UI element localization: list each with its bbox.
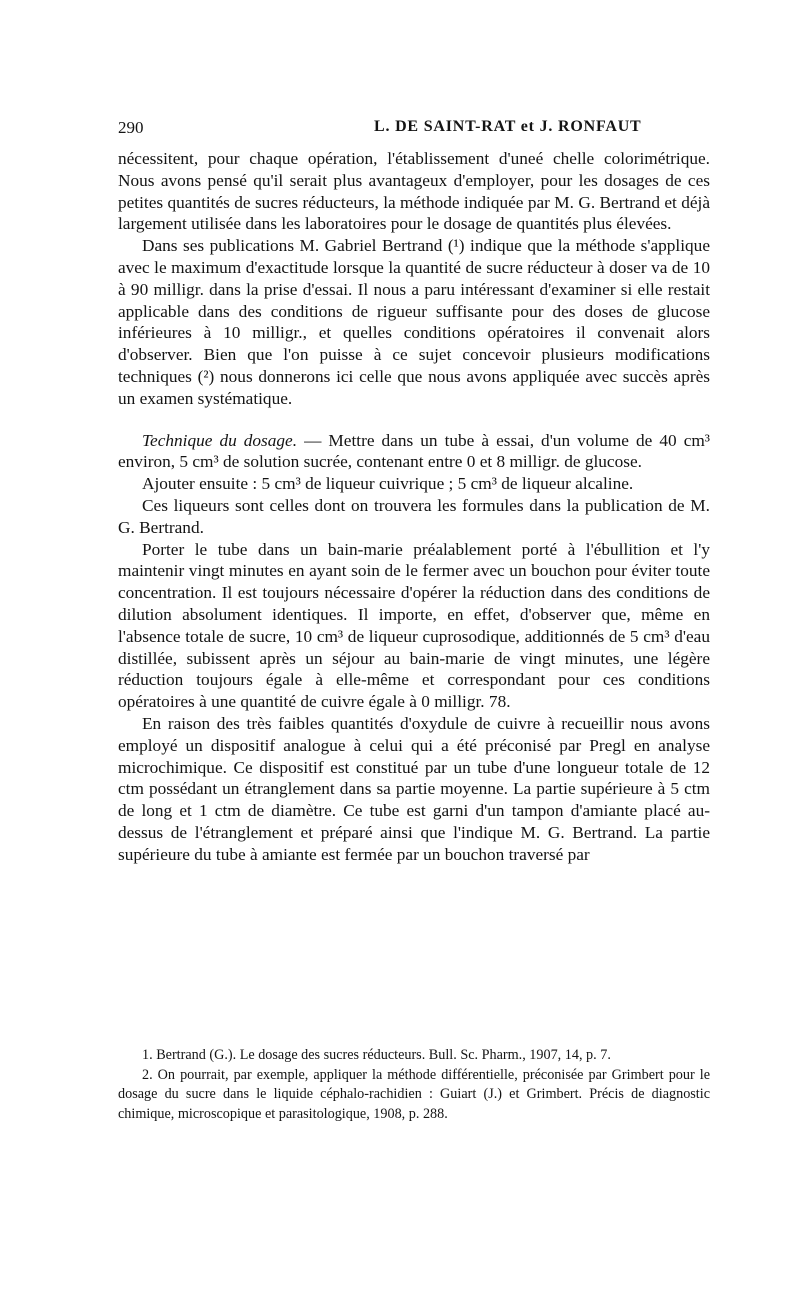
paragraph-5: Ces liqueurs sont celles dont on trouvera les formules dans la publication de M. G. Bertrand. [118,495,710,537]
technique-text: — Mettre dans un tube à essai, d'un volume de 40 cm³ environ, 5 cm³ de solution sucrée, contenant entre 0 et 8 milligr. de glucose. [118,430,710,472]
footnote-2: 2. On pourrait, par exemple, appliquer la méthode différentielle, préconisée par Grimbert pour le dosage du sucre dans le liquide céphalo-rachidien : Guiart (J.) et Grimbert. Précis de diagnostic chimique, microscopique et parasitologique, 1908, p. 288. [118,1066,710,1122]
paragraph-7: En raison des très faibles quantités d'oxydule de cuivre à recueillir nous avons employé un dispositif analogue à celui qui a été préconisé par Pregl en analyse microchimique. Ce dispositif est constitué par un tube d'une longueur totale de 12 ctm possédant un étranglement dans sa partie moyenne. La partie supérieure à 5 ctm de long et 1 ctm de diamètre. Ce tube est garni d'un tampon d'amiante placé au-dessus de l'étranglement et préparé ainsi que l'indique M. G. Bertrand. La partie supérieure du tube à amiante est fermée par un bouchon traversé par [118,713,710,864]
paragraph-gap [118,410,710,430]
page-number: 290 [118,118,144,137]
body-text [118,148,710,866]
footnote-1: 1. Bertrand (G.). Le dosage des sucres réducteurs. Bull. Sc. Pharm., 1907, 14, p. 7. [142,1047,611,1063]
page-header [118,118,710,142]
paragraph-2: Dans ses publications M. Gabriel Bertrand (¹) indique que la méthode s'applique avec le maximum d'exactitude lorsque la quantité de sucre réducteur à doser va de 10 à 90 milligr. dans la prise d'essai. Il nous a paru intéressant d'examiner si elle restait applicable dans des conditions de rigueur suffisante pour des doses de glucose inférieures à 10 milligr., et quelles conditions opératoires il convenait alors d'observer. Bien que l'on puisse à ce sujet concevoir plusieurs modifications techniques (²) nous donnerons ici celle que nous avons appliquée avec succès après un examen systématique. [118,236,710,408]
paragraph-6: Porter le tube dans un bain-marie préalablement porté à l'ébullition et l'y maintenir vingt minutes en ayant soin de le fermer avec un bouchon pour éviter toute concentration. Il est toujours nécessaire d'opérer la réduction dans des conditions de dilution absolument identiques. Il importe, en effet, d'observer que, même en l'absence totale de sucre, 10 cm³ de liqueur cuprosodique, additionnés de 5 cm³ d'eau distillée, subissent après un séjour au bain-marie de vingt minutes, une légère réduction toujours égale à elle-même et correspondant pour ces conditions opératoires à une quantité de cuivre égale à 0 milligr. 78. [118,539,710,712]
paragraph-4: Ajouter ensuite : 5 cm³ de liqueur cuivrique ; 5 cm³ de liqueur alcaline. [142,474,634,494]
section-title-technique: Technique du dosage. [142,430,298,450]
paragraph-technique [118,430,710,474]
paragraph-1: nécessitent, pour chaque opération, l'établissement d'uneé chelle colorimétrique. Nous avons pensé qu'il serait plus avantageux d'employer, pour les dosages de ces petites quantités de sucres réducteurs, la méthode indiquée par M. G. Bertrand et déjà largement utilisée dans les laboratoires pour le dosage de quantités plus élevées. [118,149,710,234]
running-title: L. DE SAINT-RAT et J. RONFAUT [374,118,642,135]
footnotes [118,1046,710,1124]
